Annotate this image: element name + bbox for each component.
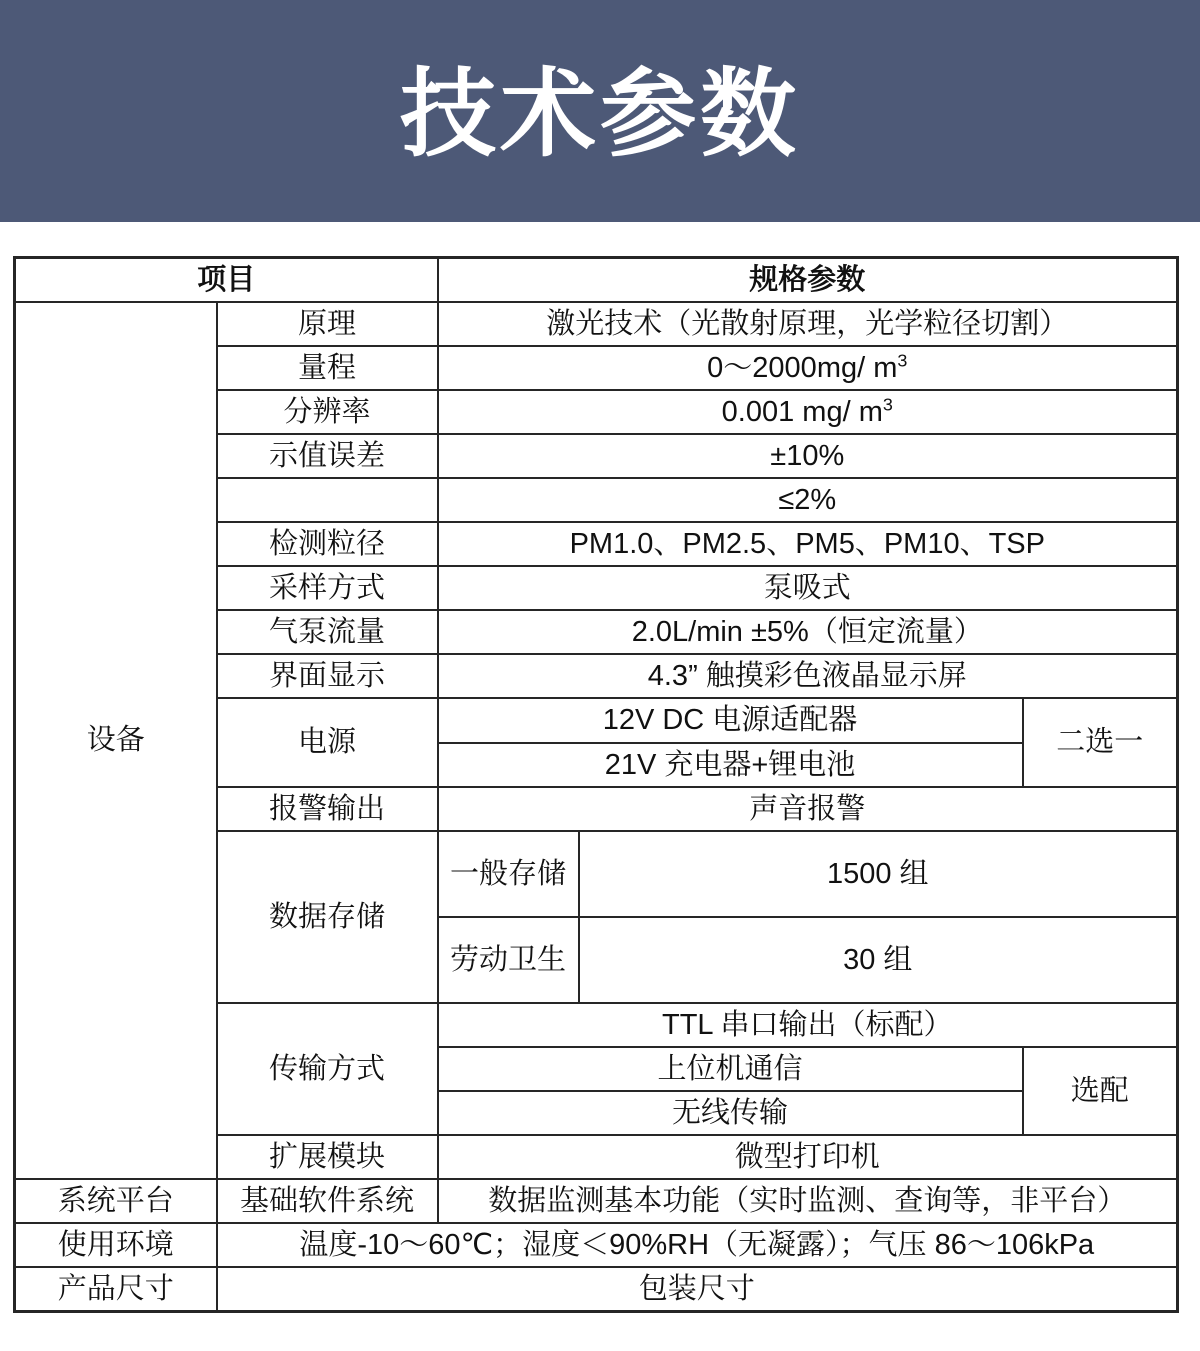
expansion-value-cell: 微型打印机 [438,1135,1178,1179]
storage-hygiene-label-cell: 劳动卫生 [438,917,579,1003]
alarm-output-label-cell: 报警输出 [217,787,438,831]
transmission-standard-cell: TTL 串口输出（标配） [438,1003,1178,1047]
power-option2-cell: 21V 充电器+锂电池 [438,743,1023,787]
dimension-value-cell: 包装尺寸 [217,1267,1178,1312]
resolution-value-sup: 3 [882,394,893,415]
indication-error-label-cell: 示值误差 [217,434,438,478]
environment-value-cell: 温度-10～60℃；湿度＜90%RH（无凝露）；气压 86～106kPa [217,1223,1178,1267]
range-value-text: 0～2000mg/ m [707,352,898,385]
software-label-cell: 基础软件系统 [217,1179,438,1223]
transmission-note-cell: 选配 [1023,1047,1178,1135]
repeatability-label-cell [217,478,438,522]
pump-flow-value-cell: 2.0L/min ±5%（恒定流量） [438,610,1178,654]
row-principle [15,302,1178,346]
group-dimension-cell: 产品尺寸 [15,1267,217,1312]
particle-sizes-value-cell: PM1.0、PM2.5、PM5、PM10、TSP [438,522,1178,566]
display-value-cell: 4.3” 触摸彩色液晶显示屏 [438,654,1178,698]
power-option1-cell: 12V DC 电源适配器 [438,698,1023,742]
principle-value-cell: 激光技术（光散射原理，光学粒径切割） [438,302,1178,346]
sampling-method-label-cell: 采样方式 [217,566,438,610]
alarm-output-value-cell: 声音报警 [438,787,1178,831]
transmission-label-cell: 传输方式 [217,1003,438,1135]
row-environment [15,1223,1178,1267]
transmission-option1-cell: 上位机通信 [438,1047,1023,1091]
indication-error-value-cell: ±10% [438,434,1178,478]
group-platform-cell: 系统平台 [15,1179,217,1223]
display-label-cell: 界面显示 [217,654,438,698]
range-value-sup: 3 [897,350,908,371]
range-value-cell [438,346,1178,390]
spec-table [13,256,1179,1313]
storage-general-label-cell: 一般存储 [438,831,579,917]
table-header-row [15,258,1178,303]
data-storage-label-cell: 数据存储 [217,831,438,1003]
page-title: 技术参数 [400,61,800,168]
header-spec-cell: 规格参数 [438,258,1178,303]
pump-flow-label-cell: 气泵流量 [217,610,438,654]
range-label-cell: 量程 [217,346,438,390]
row-dimension [15,1267,1178,1312]
resolution-value-cell [438,390,1178,434]
storage-general-value-cell: 1500 组 [579,831,1178,917]
particle-sizes-label-cell: 检测粒径 [217,522,438,566]
transmission-option2-cell: 无线传输 [438,1091,1023,1135]
principle-label-cell: 原理 [217,302,438,346]
software-value-cell: 数据监测基本功能（实时监测、查询等，非平台） [438,1179,1178,1223]
group-environment-cell: 使用环境 [15,1223,217,1267]
group-device-cell: 设备 [15,302,217,1179]
title-banner [0,0,1200,222]
row-platform [15,1179,1178,1223]
expansion-label-cell: 扩展模块 [217,1135,438,1179]
power-note-cell: 二选一 [1023,698,1178,786]
repeatability-value-cell: ≤2% [438,478,1178,522]
power-label-cell: 电源 [217,698,438,786]
resolution-value-text: 0.001 mg/ m [721,396,883,429]
resolution-label-cell: 分辨率 [217,390,438,434]
storage-hygiene-value-cell: 30 组 [579,917,1178,1003]
sampling-method-value-cell: 泵吸式 [438,566,1178,610]
header-item-cell: 项目 [15,258,438,303]
